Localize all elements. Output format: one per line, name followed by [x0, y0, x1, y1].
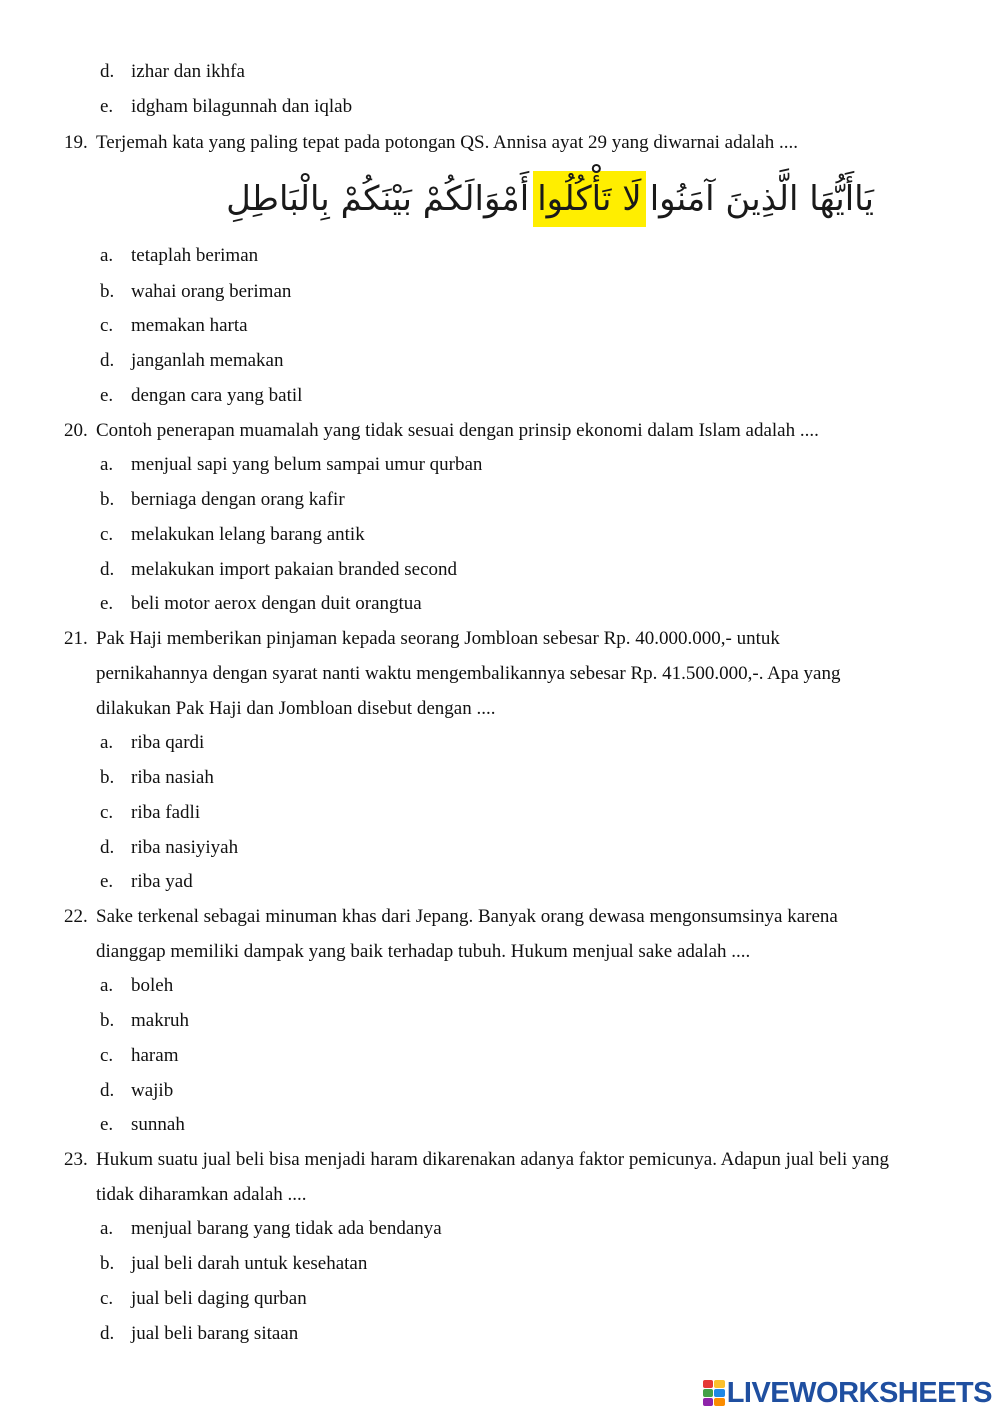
- option-text: makruh: [131, 1010, 190, 1031]
- option-letter: a.: [100, 975, 114, 996]
- question-number: 19.: [64, 132, 88, 153]
- arabic-highlighted-segment: لَا تَأْكُلُوا: [533, 171, 645, 227]
- option-letter: d.: [100, 559, 115, 580]
- option-text: beli motor aerox dengan duit orangtua: [131, 593, 422, 614]
- option-text: janganlah memakan: [131, 350, 284, 371]
- question-number: 20.: [64, 420, 88, 441]
- option-text: tetaplah beriman: [131, 245, 259, 266]
- option-text: memakan harta: [131, 315, 248, 336]
- option-letter: c.: [100, 802, 114, 823]
- option-text: menjual barang yang tidak ada bendanya: [131, 1218, 442, 1239]
- question-number: 21.: [64, 628, 88, 649]
- option-text: wajib: [131, 1080, 174, 1101]
- option-text: boleh: [131, 975, 174, 996]
- option-letter: d.: [100, 1323, 115, 1344]
- question-number: 23.: [64, 1149, 88, 1170]
- question-text-continued: pernikahannya dengan syarat nanti waktu mengembalikannya sebesar Rp. 41.500.000,-. Apa yang: [96, 663, 841, 684]
- liveworksheets-logo-icon: [703, 1380, 725, 1406]
- option-letter: b.: [100, 767, 115, 788]
- arabic-segment: يَاأَيُّهَا الَّذِينَ آمَنُوا: [649, 179, 874, 219]
- option-text: jual beli darah untuk kesehatan: [131, 1253, 368, 1274]
- arabic-segment: أَمْوَالَكُمْ بَيْنَكُمْ بِالْبَاطِلِ: [226, 179, 530, 219]
- question-text-continued: tidak diharamkan adalah ....: [96, 1184, 307, 1205]
- option-letter: e.: [100, 385, 114, 406]
- option-text: melakukan import pakaian branded second: [131, 559, 458, 580]
- option-letter: b.: [100, 281, 115, 302]
- option-text: izhar dan ikhfa: [131, 61, 245, 82]
- option-letter: c.: [100, 1045, 114, 1066]
- option-letter: c.: [100, 1288, 114, 1309]
- option-letter: b.: [100, 1253, 115, 1274]
- question-text-continued: dianggap memiliki dampak yang baik terhadap tubuh. Hukum menjual sake adalah ....: [96, 941, 751, 962]
- question-text: Contoh penerapan muamalah yang tidak sesuai dengan prinsip ekonomi dalam Islam adalah ....: [96, 420, 819, 441]
- option-text: dengan cara yang batil: [131, 385, 303, 406]
- option-text: melakukan lelang barang antik: [131, 524, 365, 545]
- option-letter: e.: [100, 96, 114, 117]
- option-letter: d.: [100, 1080, 115, 1101]
- arabic-verse: [226, 168, 878, 230]
- option-text: riba nasiyiyah: [131, 837, 239, 858]
- option-text: riba qardi: [131, 732, 205, 753]
- option-letter: a.: [100, 454, 114, 475]
- option-text: sunnah: [131, 1114, 185, 1135]
- option-letter: d.: [100, 837, 115, 858]
- option-text: riba fadli: [131, 802, 201, 823]
- question-text: Terjemah kata yang paling tepat pada potongan QS. Annisa ayat 29 yang diwarnai adalah ....: [96, 132, 798, 153]
- option-text: jual beli barang sitaan: [131, 1323, 299, 1344]
- option-text: haram: [131, 1045, 179, 1066]
- option-letter: e.: [100, 871, 114, 892]
- option-text: idgham bilagunnah dan iqlab: [131, 96, 353, 117]
- option-text: riba yad: [131, 871, 193, 892]
- option-text: riba nasiah: [131, 767, 214, 788]
- option-letter: b.: [100, 1010, 115, 1031]
- option-text: jual beli daging qurban: [131, 1288, 307, 1309]
- question-text: Hukum suatu jual beli bisa menjadi haram dikarenakan adanya faktor pemicunya. Adapun jual beli yang: [96, 1149, 889, 1170]
- question-text-continued: dilakukan Pak Haji dan Jombloan disebut dengan ....: [96, 698, 496, 719]
- option-letter: c.: [100, 315, 114, 336]
- option-letter: a.: [100, 1218, 114, 1239]
- watermark-text: LIVEWORKSHEETS: [726, 1376, 992, 1409]
- question-text: Sake terkenal sebagai minuman khas dari Jepang. Banyak orang dewasa mengonsumsinya karena: [96, 906, 838, 927]
- option-text: berniaga dengan orang kafir: [131, 489, 345, 510]
- option-text: menjual sapi yang belum sampai umur qurban: [131, 454, 483, 475]
- option-letter: e.: [100, 1114, 114, 1135]
- option-letter: d.: [100, 350, 115, 371]
- option-letter: a.: [100, 245, 114, 266]
- option-letter: a.: [100, 732, 114, 753]
- option-letter: c.: [100, 524, 114, 545]
- question-text: Pak Haji memberikan pinjaman kepada seorang Jombloan sebesar Rp. 40.000.000,- untuk: [96, 628, 780, 649]
- option-text: wahai orang beriman: [131, 281, 292, 302]
- option-letter: e.: [100, 593, 114, 614]
- question-number: 22.: [64, 906, 88, 927]
- option-letter: b.: [100, 489, 115, 510]
- liveworksheets-watermark: [703, 1378, 992, 1408]
- option-letter: d.: [100, 61, 115, 82]
